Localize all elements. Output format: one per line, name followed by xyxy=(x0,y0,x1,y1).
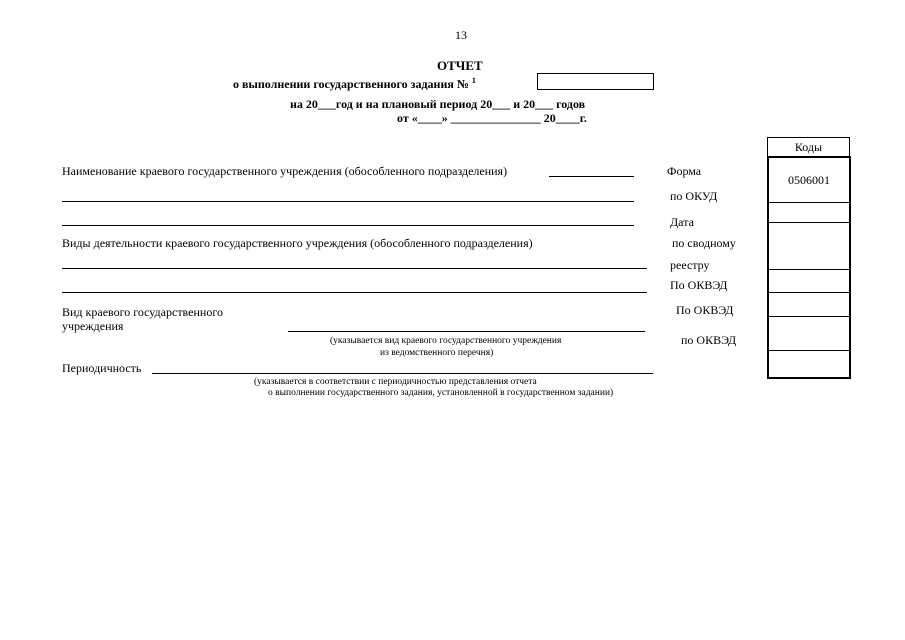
activity-types-line-1[interactable] xyxy=(62,268,647,269)
periodicity-label: Периодичность xyxy=(62,361,142,375)
code-cell-date[interactable] xyxy=(769,223,849,270)
institution-type-hint-1: (указывается вид краевого государственного учреждения xyxy=(330,336,562,346)
institution-name-line-2[interactable] xyxy=(62,201,634,202)
code-cell-okved-3[interactable] xyxy=(769,317,849,351)
label-okved-2: По ОКВЭД xyxy=(676,303,734,317)
subtitle-text: о выполнении государственного задания № xyxy=(233,77,469,91)
label-forma: Форма xyxy=(667,164,702,178)
period-line: на 20___год и на плановый период 20___ и 20___ годов xyxy=(290,97,586,111)
footnote-mark: 1 xyxy=(471,76,476,85)
label-reestru: реестру xyxy=(670,258,710,272)
codes-header-cell xyxy=(767,137,850,157)
institution-name-line-1[interactable] xyxy=(549,176,634,177)
report-subtitle xyxy=(233,76,476,92)
task-number-input[interactable] xyxy=(537,73,654,90)
code-cell-okud[interactable] xyxy=(769,203,849,223)
code-cell-okved-2[interactable] xyxy=(769,293,849,317)
institution-type-hint-2: из ведомственного перечня) xyxy=(380,348,494,358)
activity-types-label: Виды деятельности краевого государственного учреждения (обособленного подразделения) xyxy=(62,236,533,250)
periodicity-hint-2: о выполнении государственного задания, установленной в государственном задании) xyxy=(268,388,614,398)
form-code-value: 0506001 xyxy=(788,173,830,187)
label-data: Дата xyxy=(670,215,694,229)
institution-name-label: Наименование краевого государственного учреждения (обособленного подразделения) xyxy=(62,164,508,178)
activity-types-line-2[interactable] xyxy=(62,292,647,293)
code-cell-okved-1[interactable] xyxy=(769,270,849,293)
codes-table xyxy=(767,156,851,379)
label-svodnomu: по сводному xyxy=(672,236,736,250)
codes-header: Коды xyxy=(794,140,823,154)
label-okved-3: по ОКВЭД xyxy=(681,333,737,347)
date-line: от «____» _______________ 20____г. xyxy=(397,111,587,125)
report-title: ОТЧЕТ xyxy=(437,58,483,73)
periodicity-line[interactable] xyxy=(152,373,653,374)
periodicity-hint-1: (указывается в соответствии с периодичностью представления отчета xyxy=(254,377,537,387)
institution-type-line[interactable] xyxy=(288,331,645,332)
code-cell-form[interactable] xyxy=(769,158,849,203)
institution-type-label-2: учреждения xyxy=(62,319,124,333)
institution-name-line-3[interactable] xyxy=(62,225,634,226)
page-number: 13 xyxy=(455,28,467,42)
label-okud: по ОКУД xyxy=(670,189,718,203)
institution-type-label-1: Вид краевого государственного xyxy=(62,305,223,319)
label-okved-1: По ОКВЭД xyxy=(670,278,728,292)
